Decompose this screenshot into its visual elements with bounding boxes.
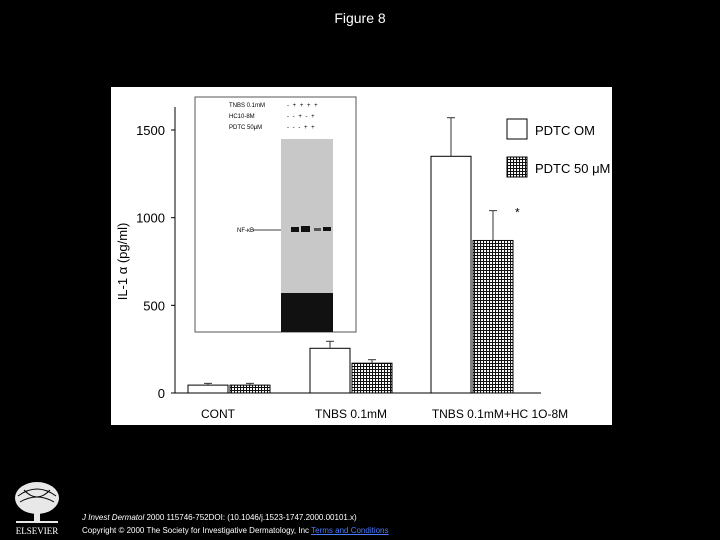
- inset-condition-values: - - + - +: [287, 114, 316, 120]
- terms-link[interactable]: Terms and Conditions: [311, 526, 389, 535]
- bar-pdtc-0-0: [188, 385, 228, 393]
- figure-title: Figure 8: [334, 10, 386, 26]
- journal-name: J Invest Dermatol: [82, 513, 145, 522]
- x-category-label: CONT: [201, 407, 235, 421]
- legend: [507, 119, 610, 177]
- inset-condition-label: HC10-8M: [229, 114, 255, 120]
- elsevier-logo: [6, 478, 68, 538]
- bar-pdtc-0-1: [310, 348, 350, 393]
- bar-chart: [111, 87, 612, 425]
- legend-label-0: PDTC OM: [535, 123, 595, 138]
- bar-pdtc-0-2: [431, 156, 471, 393]
- gel-band-2: [301, 226, 310, 232]
- bar-pdtc-50-0: [230, 385, 270, 393]
- y-tick-label: 1000: [136, 210, 165, 226]
- gel-band-4: [323, 227, 331, 231]
- gel-band-1: [291, 227, 299, 232]
- x-category-label: TNBS 0.1mM+HC 1O-8M: [431, 407, 569, 421]
- inset-condition-label: TNBS 0.1mM: [229, 103, 266, 109]
- bar-pdtc-50-1: [352, 363, 392, 393]
- legend-swatch-0: [507, 119, 527, 139]
- citation-details: 2000 115746-752DOI: (10.1046/j.1523-1747.2000.00101.x): [146, 513, 357, 522]
- inset-condition-values: - - - + +: [287, 125, 316, 131]
- y-axis-label: IL-1 α (pg/ml): [115, 222, 130, 301]
- copyright-line: [82, 524, 389, 537]
- citation-line: [82, 511, 389, 524]
- chart-panel: [111, 87, 612, 425]
- gel-band-3: [314, 228, 321, 231]
- gel-free-probe-band: [281, 293, 333, 332]
- inset-condition-label: PDTC 50μM: [229, 125, 263, 131]
- y-tick-label: 500: [143, 298, 165, 314]
- copyright-text: Copyright © 2000 The Society for Investigative Dermatology, Inc: [82, 526, 310, 535]
- inset-gel: [195, 97, 356, 332]
- citation: [82, 511, 389, 537]
- legend-swatch-1: [507, 157, 527, 177]
- significance-asterisk: *: [515, 205, 520, 220]
- y-tick-label: 0: [157, 386, 165, 401]
- y-tick-label: 1500: [136, 123, 165, 138]
- inset-nfkb-label: NF-κB: [237, 228, 254, 234]
- bar-pdtc-50-2: [473, 240, 513, 393]
- elsevier-wordmark: ELSEVIER: [15, 526, 59, 536]
- x-category-label: TNBS 0.1mM: [314, 407, 388, 421]
- inset-condition-values: - + + + +: [287, 103, 319, 109]
- legend-label-1: PDTC 50 μM: [535, 161, 611, 176]
